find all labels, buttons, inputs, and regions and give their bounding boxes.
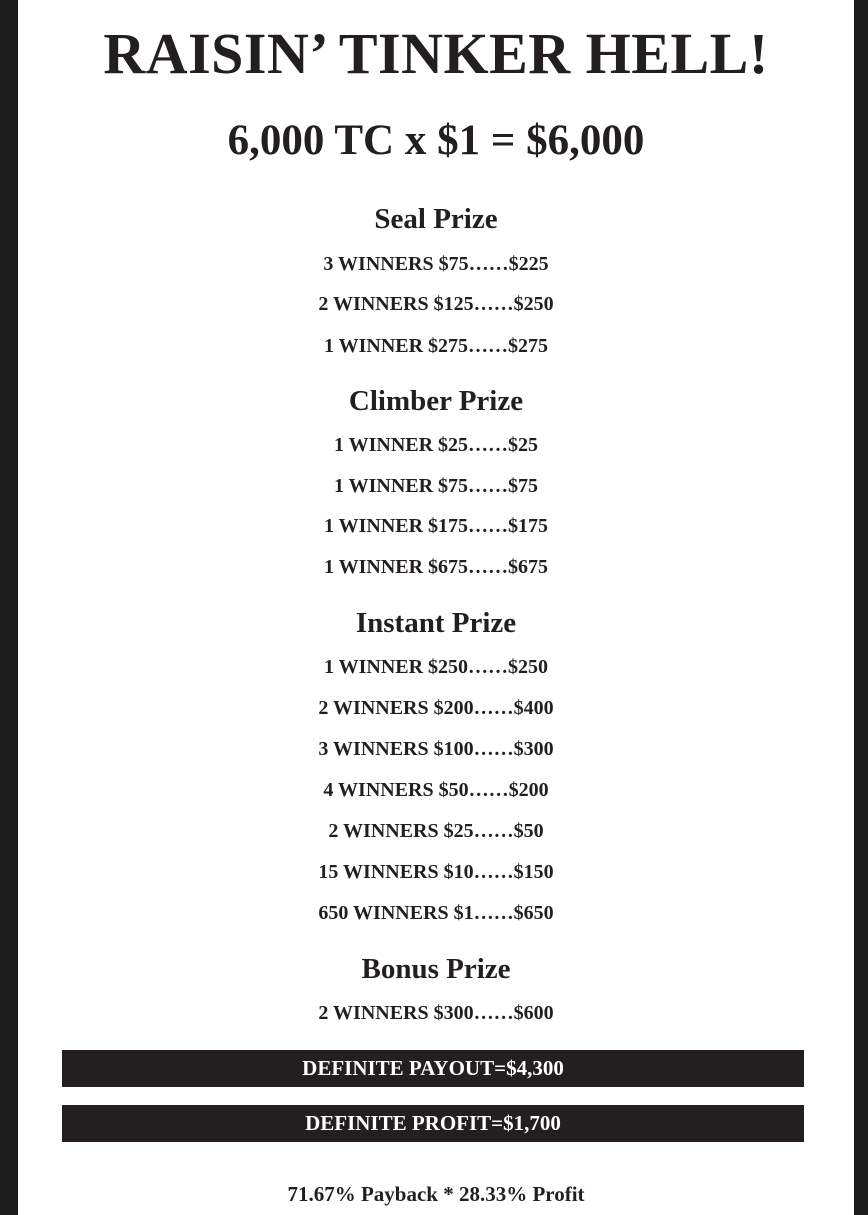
- definite-payout-bar: DEFINITE PAYOUT=$4,300: [62, 1050, 804, 1087]
- page-frame-left-edge: [0, 0, 18, 1215]
- flyer-sheet: [18, 0, 854, 1215]
- seal-prize-row: 3 WINNERS $75……$225: [323, 253, 549, 275]
- instant-prize-row: 650 WINNERS $1……$650: [318, 902, 554, 924]
- instant-prize-row: 1 WINNER $250……$250: [323, 656, 549, 678]
- climber-prize-row: 1 WINNER $25……$25: [333, 434, 539, 456]
- definite-profit-bar: DEFINITE PROFIT=$1,700: [62, 1105, 804, 1142]
- flyer-title: RAISIN’ TINKER HELL!: [103, 21, 769, 86]
- climber-prize-row: 1 WINNER $175……$175: [323, 515, 549, 537]
- page-frame-right-edge: [854, 0, 868, 1215]
- payback-profit-footer: 71.67% Payback * 28.33% Profit: [287, 1182, 585, 1206]
- seal-prize-row: 1 WINNER $275……$275: [323, 335, 549, 357]
- bonus-prize-row: 2 WINNERS $300……$600: [318, 1002, 554, 1024]
- instant-prize-row: 2 WINNERS $25……$50: [328, 820, 544, 842]
- climber-prize-heading: Climber Prize: [348, 385, 524, 417]
- instant-prize-row: 4 WINNERS $50……$200: [323, 779, 549, 801]
- climber-prize-row: 1 WINNER $675……$675: [323, 556, 549, 578]
- instant-prize-row: 2 WINNERS $200……$400: [318, 697, 554, 719]
- bonus-prize-heading: Bonus Prize: [361, 953, 511, 985]
- instant-prize-row: 15 WINNERS $10……$150: [318, 861, 554, 883]
- instant-prize-row: 3 WINNERS $100……$300: [318, 738, 554, 760]
- climber-prize-row: 1 WINNER $75……$75: [333, 475, 539, 497]
- ticket-count-equation: 6,000 TC x $1 = $6,000: [227, 117, 645, 164]
- seal-prize-heading: Seal Prize: [374, 203, 498, 235]
- instant-prize-heading: Instant Prize: [355, 607, 517, 639]
- seal-prize-row: 2 WINNERS $125……$250: [318, 293, 554, 315]
